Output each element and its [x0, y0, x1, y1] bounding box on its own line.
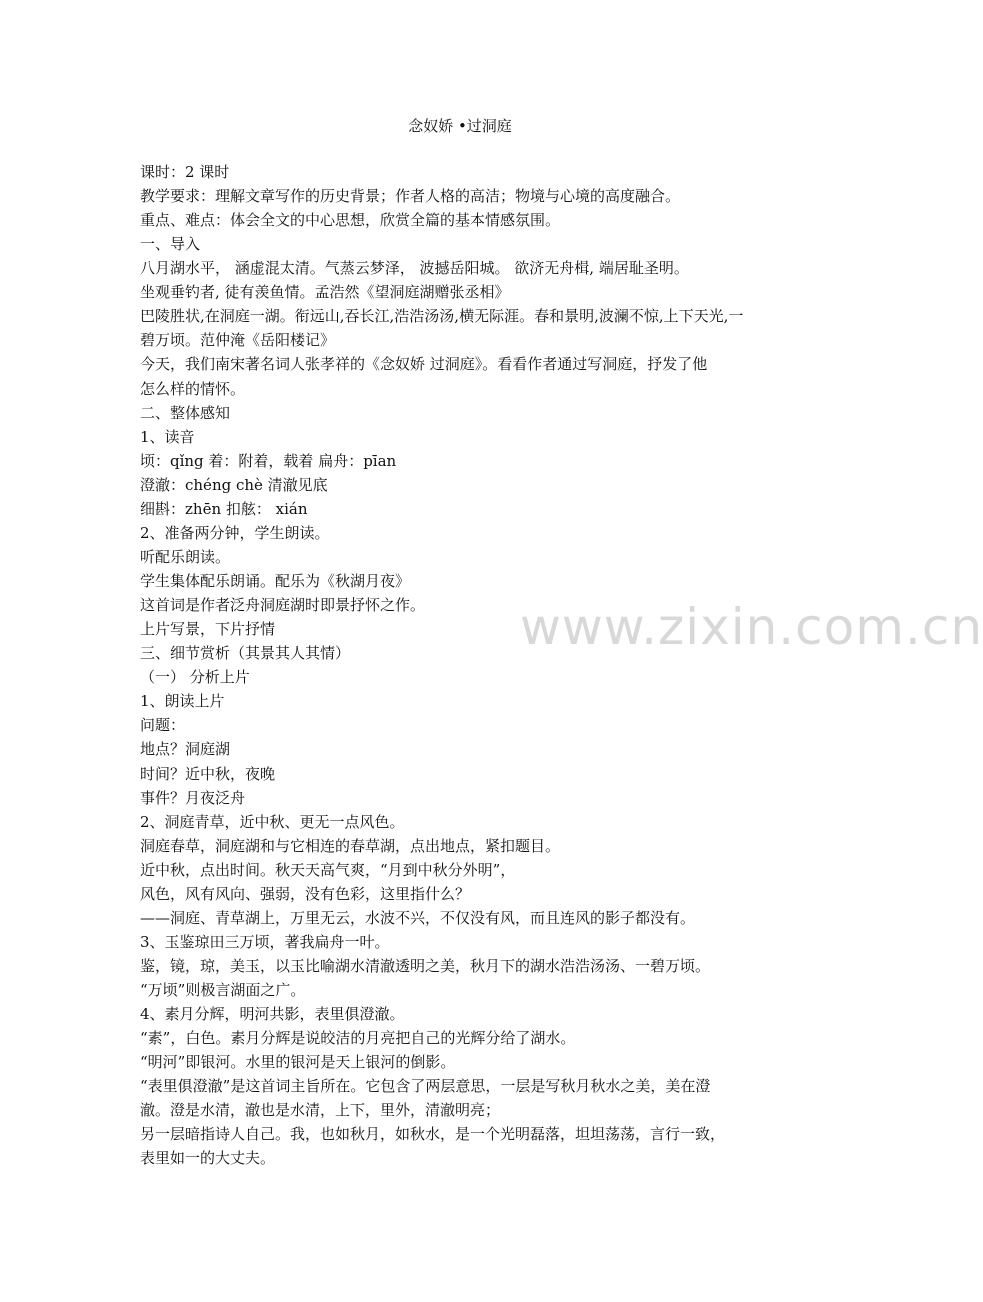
body-line: 三、细节赏析（其景其人其情） [140, 644, 351, 663]
body-line: 课时：2 课时 [140, 163, 230, 181]
body-line: 怎么样的情怀。 [140, 379, 246, 398]
body-line: 碧万顷。范仲淹《岳阳楼记》 [140, 331, 336, 350]
body-line: 另一层暗指诗人自己。我，也如秋月，如秋水，是一个光明磊落，坦坦荡荡，言行一致， [140, 1125, 726, 1144]
body-line: 重点、难点：体会全文的中心思想，欣赏全篇的基本情感氛围。 [140, 211, 561, 230]
body-line: 坐观垂钓者, 徒有羡鱼情。孟浩然《望洞庭湖赠张丞相》 [140, 283, 510, 302]
body-line: 1、朗读上片 [140, 692, 225, 711]
body-line: 学生集体配乐朗诵。配乐为《秋湖月夜》 [140, 572, 411, 591]
body-line: 今天，我们南宋著名词人张孝祥的《念奴娇 过洞庭》。看看作者通过写洞庭，抒发了他 [140, 355, 708, 374]
body-line: 2、洞庭青草，近中秋、更无一点风色。 [140, 812, 405, 831]
body-line: 澈。澄是水清，澈也是水清，上下，里外，清澈明亮； [140, 1101, 501, 1120]
body-line: 近中秋，点出时间。秋天天高气爽，“月到中秋分外明”， [140, 860, 516, 879]
body-line: 1、读音 [140, 427, 195, 446]
body-line: 八月湖水平， 涵虚混太清。气蒸云梦泽， 波撼岳阳城。 欲济无舟楫, 端居耻圣明。 [140, 259, 689, 278]
body-line: 细斟：zhēn 扣舷： xián [140, 499, 308, 518]
body-line: 表里如一的大丈夫。 [140, 1149, 276, 1168]
body-line: 澄澈：chéng chè 清澈见底 [140, 475, 328, 494]
body-line: 听配乐朗读。 [140, 547, 231, 566]
body-line: 时间？近中秋，夜晚 [140, 764, 276, 783]
body-line: 一、导入 [140, 235, 201, 254]
body-line: “明河”即银河。水里的银河是天上银河的倒影。 [140, 1053, 456, 1072]
body-line: 2、准备两分钟，学生朗读。 [140, 523, 330, 542]
body-line: 洞庭春草，洞庭湖和与它相连的春草湖，点出地点，紧扣题目。 [140, 836, 561, 855]
body-line: 问题： [140, 716, 186, 735]
body-line: “表里俱澄澈”是这首词主旨所在。它包含了两层意思，一层是写秋月秋水之美，美在澄 [140, 1077, 711, 1096]
body-line: 这首词是作者泛舟洞庭湖时即景抒怀之作。 [140, 596, 426, 615]
body-line: 3、玉鉴琼田三万顷，著我扁舟一叶。 [140, 932, 390, 951]
watermark: www.zixin.com.cn [520, 598, 983, 656]
body-line: 4、素月分辉，明河共影，表里俱澄澈。 [140, 1005, 405, 1024]
body-line: （一） 分析上片 [140, 668, 250, 687]
body-line: ——洞庭、青草湖上，万里无云，水波不兴，不仅没有风，而且连风的影子都没有。 [140, 908, 696, 927]
body-line: 风色，风有风向、强弱，没有色彩，这里指什么？ [140, 884, 471, 903]
body-line: 顷：qǐng 着：附着，载着 扁舟：pīan [140, 451, 397, 470]
body-line: 上片写景，下片抒情 [140, 620, 276, 639]
body-line: 教学要求：理解文章写作的历史背景；作者人格的高洁；物境与心境的高度融合。 [140, 187, 681, 206]
body-line: 巴陵胜状,在洞庭一湖。衔远山,吞长江,浩浩汤汤,横无际涯。春和景明,波澜不惊,上下天光,一 [140, 307, 744, 326]
body-line: 鉴，镜，琼，美玉，以玉比喻湖水清澈透明之美，秋月下的湖水浩浩汤汤、一碧万顷。 [140, 956, 711, 975]
document-title: 念奴娇 •过洞庭 [408, 117, 512, 135]
body-line: “素”，白色。素月分辉是说皎洁的月亮把自己的光辉分给了湖水。 [140, 1029, 576, 1048]
body-line: 事件？月夜泛舟 [140, 788, 246, 807]
body-line: 地点？洞庭湖 [140, 740, 231, 759]
body-line: “万顷”则极言湖面之广。 [140, 981, 306, 1000]
body-line: 二、整体感知 [140, 403, 231, 422]
